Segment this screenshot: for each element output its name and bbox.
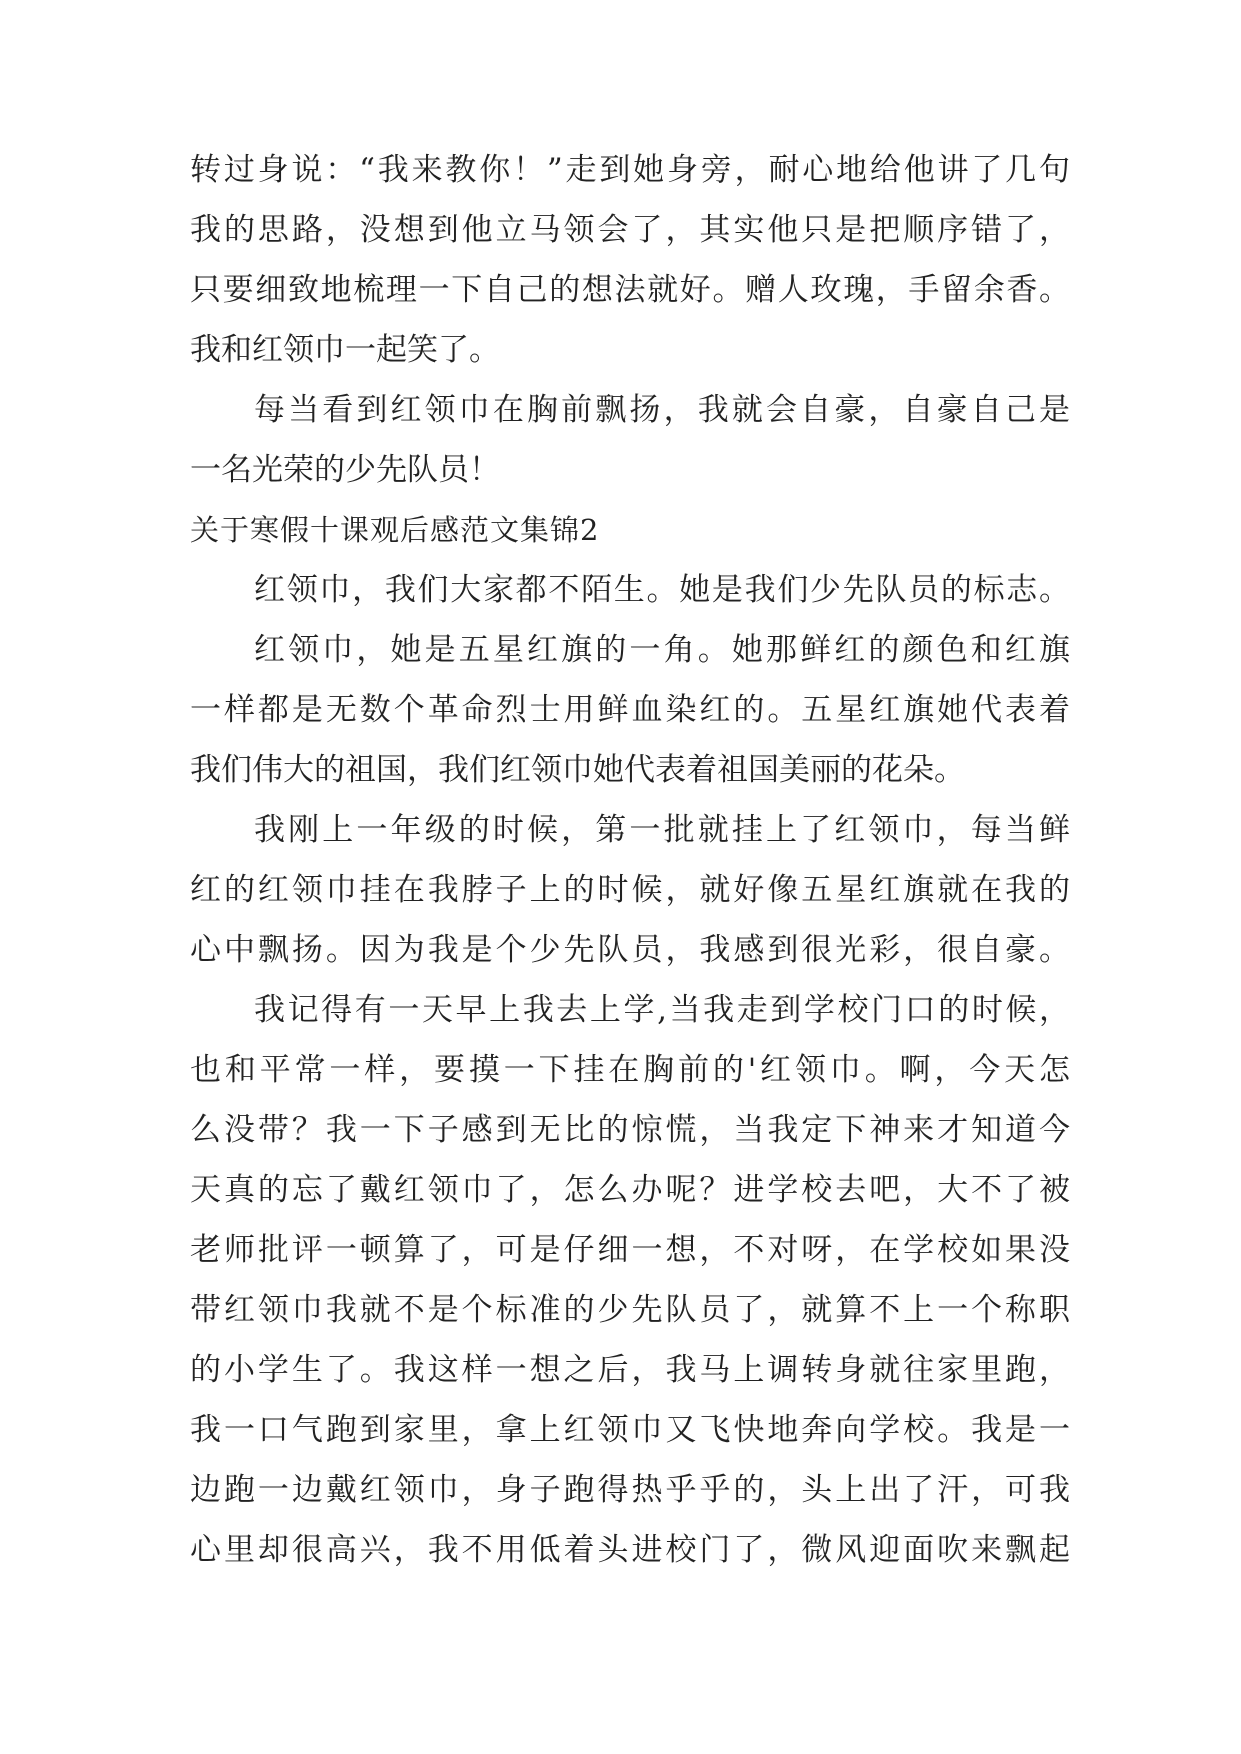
text-line: 一名光荣的少先队员！ <box>190 452 500 488</box>
text-line: 只要细致地梳理一下自己的想法就好。赠人玫瑰，手留余香。 <box>190 272 1070 308</box>
text-line: 天真的忘了戴红领巾了，怎么办呢？进学校去吧，大不了被 <box>190 1172 1070 1208</box>
text-line: 心里却很高兴，我不用低着头进校门了，微风迎面吹来飘起 <box>190 1532 1070 1568</box>
text-line: 一样都是无数个革命烈士用鲜血染红的。五星红旗她代表着 <box>190 692 1070 728</box>
text-line: 我记得有一天早上我去上学,当我走到学校门口的时候， <box>254 992 1070 1028</box>
text-line: 带红领巾我就不是个标准的少先队员了，就算不上一个称职 <box>190 1292 1070 1328</box>
text-line: 么没带？我一下子感到无比的惊慌，当我定下神来才知道今 <box>190 1112 1070 1148</box>
text-line: 的小学生了。我这样一想之后，我马上调转身就往家里跑， <box>190 1352 1070 1388</box>
text-line: 我的思路，没想到他立马领会了，其实他只是把顺序错了， <box>190 212 1070 248</box>
section-heading: 关于寒假十课观后感范文集锦2 <box>190 513 600 547</box>
text-line: 每当看到红领巾在胸前飘扬，我就会自豪，自豪自己是 <box>254 392 1070 428</box>
text-line: 我刚上一年级的时候，第一批就挂上了红领巾，每当鲜 <box>254 812 1070 848</box>
text-line: 红的红领巾挂在我脖子上的时候，就好像五星红旗就在我的 <box>190 872 1070 908</box>
text-line: 边跑一边戴红领巾，身子跑得热乎乎的，头上出了汗，可我 <box>190 1472 1070 1508</box>
text-line: 老师批评一顿算了，可是仔细一想，不对呀，在学校如果没 <box>190 1232 1070 1268</box>
text-line: 我们伟大的祖国，我们红领巾她代表着祖国美丽的花朵。 <box>190 752 965 788</box>
text-line: 红领巾，我们大家都不陌生。她是我们少先队员的标志。 <box>254 572 1070 608</box>
text-line: 红领巾，她是五星红旗的一角。她那鲜红的颜色和红旗 <box>254 632 1070 668</box>
text-line: 我和红领巾一起笑了。 <box>190 332 500 368</box>
text-line: 我一口气跑到家里，拿上红领巾又飞快地奔向学校。我是一 <box>190 1412 1070 1448</box>
text-line: 心中飘扬。因为我是个少先队员，我感到很光彩，很自豪。 <box>190 932 1070 968</box>
text-line: 转过身说：“我来教你！”走到她身旁，耐心地给他讲了几句 <box>190 152 1070 188</box>
text-line: 也和平常一样，要摸一下挂在胸前的'红领巾。啊，今天怎 <box>190 1052 1070 1088</box>
